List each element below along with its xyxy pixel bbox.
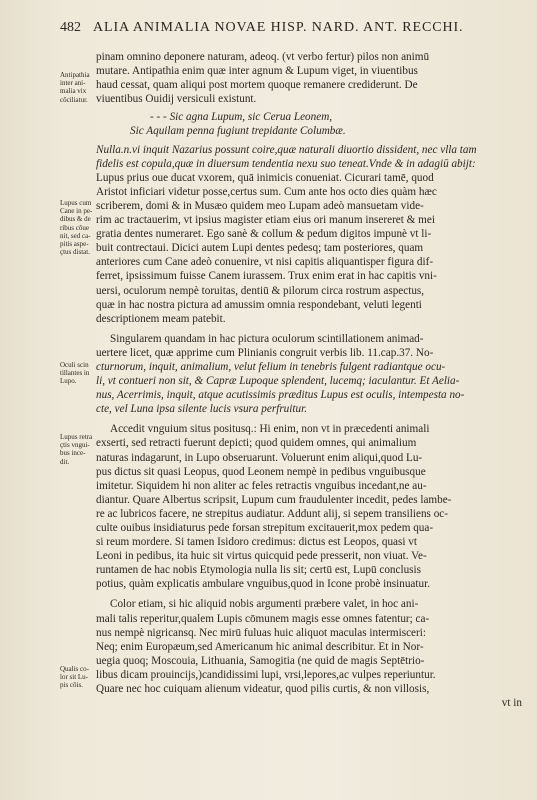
- text-line: culte ouibus insidiaturus pede forsan strepitum excitauerit,mox pedem qua-: [96, 522, 434, 534]
- margin-note-oculi: Oculi scin tillantes in Lupo.: [60, 361, 90, 386]
- text-line: Neq; enim Europæum,sed Americanum hic animal describitur. Et in Nor-: [96, 640, 424, 653]
- page-number: 482: [60, 20, 81, 35]
- text-line: cturnorum, inquit, animalium, velut felium in tenebris fulgent radiantque ocu-: [96, 360, 446, 373]
- text-line: imitetur. Siquidem hi non aliter ac feles retractis vnguibus incedant,ne au-: [96, 479, 427, 492]
- text-line: uertere licet, quæ apprime cum Plinianis congruit verbis lib. 11.cap.37. No-: [96, 346, 434, 359]
- text-line: diantur. Quare Albertus scripsit, Lupum cum fraudulenter incedit, pedes lambe-: [96, 493, 452, 506]
- text-line: Leoni in pedibus, ita huic sit virtus quicquid pede presserit, non viuat. Ve-: [96, 550, 427, 563]
- text-line: pinam omnino deponere naturam, adeoq. (vt verbo fertur) pilos non animū: [96, 51, 430, 63]
- text-line: uegia quoq; Moscouia, Lithuania, Samogitia (ne quid de magis Septētrio-: [96, 654, 425, 667]
- text-line: runtamen de hac nobis Etymologia nulla lis sit; certū est, Lupū conclusis: [96, 564, 421, 577]
- verse-line: - - - Sic agna Lupum, sic Ceruа Leonem,: [150, 111, 333, 124]
- margin-note-vnguibus: Lupus retra çtis vngui- bus ince- dit.: [60, 433, 93, 466]
- text-line: Nulla.n.vi inquit Nazarius possunt coire,quæ naturali diuortio dissident, nec vlla tam: [96, 143, 477, 156]
- text-line: gratia dentes numeraret. Ego sanè & collum & pedum digitos impunè vt li-: [96, 228, 432, 241]
- text-line: fidelis est copula,quæ in diuersum tendentia nexu suo teneat.Vnde & in adagiū abijt:: [96, 157, 476, 170]
- text-line: naturas indagarunt, in Lupo obseruarunt. Voluerunt enim aliqui,quod Lu-: [96, 451, 423, 464]
- text-line: re ac lubricos facere, ne strepitus audiatur. Addunt alij, si sepem transiliens oc-: [96, 507, 448, 520]
- catchword: vt in: [501, 697, 522, 710]
- text-line: Lupus prius oue ducat vxorem, quā inimicis conueniat. Cicurari tamē, quod: [96, 171, 434, 184]
- text-line: li, vt contueri non sit, & Capræ Lupoque splendent, lucemq; iaculantur. Et Aelia-: [96, 375, 460, 388]
- text-line: pus dictus sit quasi Leopus, quod Leonem nempè in pedibus vnguibusque: [96, 465, 426, 478]
- text-line: Singularem quandam in hac pictura oculorum scintillationem animad-: [110, 332, 424, 345]
- page-header: [60, 20, 519, 42]
- text-line: buit contrectaui. Dicici autem Lupi dentes pedesq; tam posteriores, quam: [96, 242, 424, 255]
- text-line: mali talis reperitur,qualem Lupis cōmunem magis esse omnes fatentur; ca-: [96, 612, 430, 625]
- text-line: Aristot inficiari videtur posse,certus sum. Cum ante hos octo dies quàm hæc: [96, 185, 437, 198]
- text-line: Accedit vnguium situs positusq.: Hi enim, non vt in præcedenti animali: [110, 423, 430, 436]
- text-line: Color etiam, si hic aliquid nobis argumenti præbere valet, in hoc ani-: [110, 598, 419, 611]
- text-line: haud cessat, quam aliqui post mortem quoque remanere crediderunt. De: [96, 79, 418, 92]
- text-line: descriptionem meam patebit.: [96, 312, 226, 325]
- text-line: rim ac tractauerim, vt ipsius magister etiam eius ori manum insereret & mei: [96, 214, 435, 227]
- text-line: exserti, sed retracti fuerunt depicti; quod quidem omnes, qui animalium: [96, 437, 417, 450]
- text-line: Quare nec hoc cuiquam alienum videatur, quod pilis curtis, & non villosis,: [96, 683, 430, 696]
- text-line: ferret, ipsissimum fuisse Canem iurassem. Trux enim erat in hac capitis vni-: [96, 270, 437, 283]
- text-line: uersi, oculorum nempè toruitas, dentiū & pilorum circa rostrum aspectus,: [96, 284, 425, 297]
- margin-note-antipathia: Antipathia inter ani- malia vix côciliatur.: [60, 71, 90, 104]
- text-line: nus nempè nigricansq. Nec mirū fuluas huic aliquot maculas intermisceri:: [96, 626, 426, 639]
- text-line: quæ in hac nostra pictura ad amussim omnia respondebant, veluti legenti: [96, 298, 422, 311]
- text-line: potius, quàm explicatis ambulare vnguibus,quod in Icone probè insinuatur.: [96, 578, 431, 591]
- verse-line: Sic Aquilam penna fugiunt trepidante Columbæ.: [130, 125, 346, 138]
- text-line: anteriores cum Cane adeò conuenire, vt nisi capitis aliquantisper figura dif-: [96, 256, 434, 269]
- main-text: [96, 50, 526, 710]
- text-line: mutare. Antipathia enim quæ inter agnum & Lupum viget, in viuentibus: [96, 65, 418, 78]
- text-line: si reum mordere. Si tamen Isidoro credimus: dictus est Leopos, quasi vt: [96, 536, 417, 549]
- text-line: scriberem, domi & in Musæo quidem meo Lupam adeò mansuetam vide-: [96, 199, 424, 212]
- text-line: viuentibus Ouidij versiculi existunt.: [96, 93, 257, 106]
- margin-note-color: Qualis co- lor sit Lu- pis côis.: [60, 665, 89, 690]
- text-line: libus dicam prouincijs,)candidissimi lupi, vrsi,lepores,ac vulpes reperiuntur.: [96, 668, 436, 681]
- margin-note-lupus-cane: Lupus cum Cane in pe- dibus & de ribus côue nit, sed ca- pitis aspe- çtus distat.: [60, 199, 93, 257]
- text-line: cte, vel Luna ipsa silente lucis vsura perfruitur.: [96, 403, 307, 416]
- text-line: nus, Acerrimis, inquit, atque acutissimis præditus Lupus est oculis, intempesta no-: [96, 389, 465, 402]
- running-head: ALIA ANIMALIA NOVAE HISP. NARD. ANT. RECCHI.: [93, 20, 464, 35]
